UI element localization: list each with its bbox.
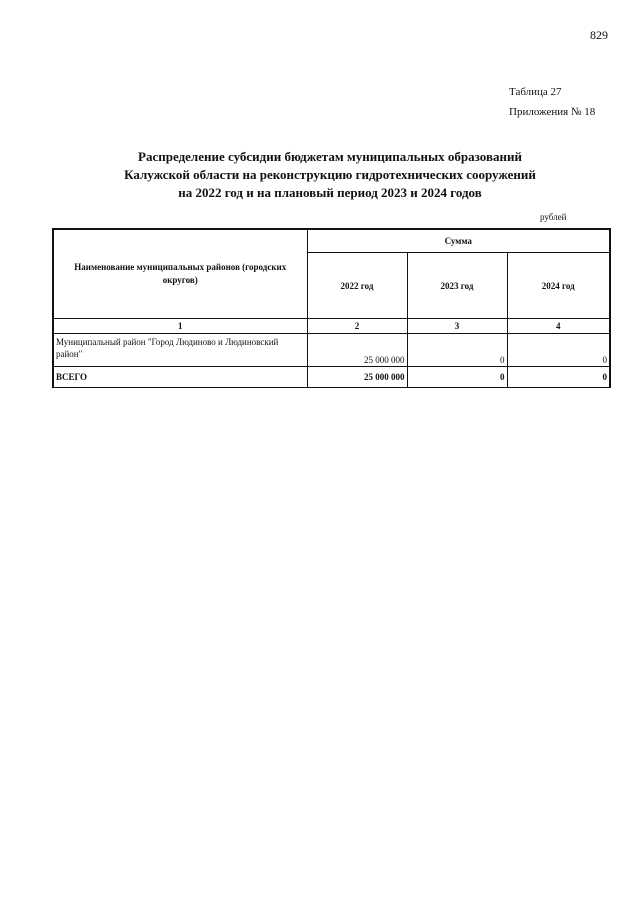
column-number-4: 4 [507, 319, 610, 334]
appendix-caption: Приложения № 18 [509, 106, 596, 118]
row-value-2023: 0 [407, 334, 507, 367]
year-header-2023: 2023 год [407, 253, 507, 319]
column-number-3: 3 [407, 319, 507, 334]
row-value-2024: 0 [507, 334, 610, 367]
total-value-2024: 0 [507, 367, 610, 388]
title-line-1: Распределение субсидии бюджетам муниципальных образований [138, 149, 522, 164]
units-label: рублей [540, 212, 567, 222]
year-header-2024: 2024 год [507, 253, 610, 319]
total-value-2022: 25 000 000 [307, 367, 407, 388]
total-value-2023: 0 [407, 367, 507, 388]
title-line-3: на 2022 год и на плановый период 2023 и 2024 годов [178, 185, 482, 200]
year-header-2022: 2022 год [307, 253, 407, 319]
table-caption: Таблица 27 [509, 86, 562, 98]
row-municipality-name: Муниципальный район "Город Людиново и Людиновский район" [53, 334, 307, 367]
page-number: 829 [590, 28, 608, 42]
row-value-2022: 25 000 000 [307, 334, 407, 367]
sum-column-header: Сумма [307, 229, 610, 253]
title-line-2: Калужской области на реконструкцию гидротехнических сооружений [124, 167, 536, 182]
table-row [53, 334, 610, 367]
total-label: ВСЕГО [53, 367, 307, 388]
subsidy-table [52, 228, 611, 388]
column-number-row [53, 319, 610, 334]
name-column-header: Наименование муниципальных районов (городских округов) [53, 229, 307, 319]
column-number-2: 2 [307, 319, 407, 334]
document-title [60, 148, 600, 202]
column-number-1: 1 [53, 319, 307, 334]
total-row [53, 367, 610, 388]
